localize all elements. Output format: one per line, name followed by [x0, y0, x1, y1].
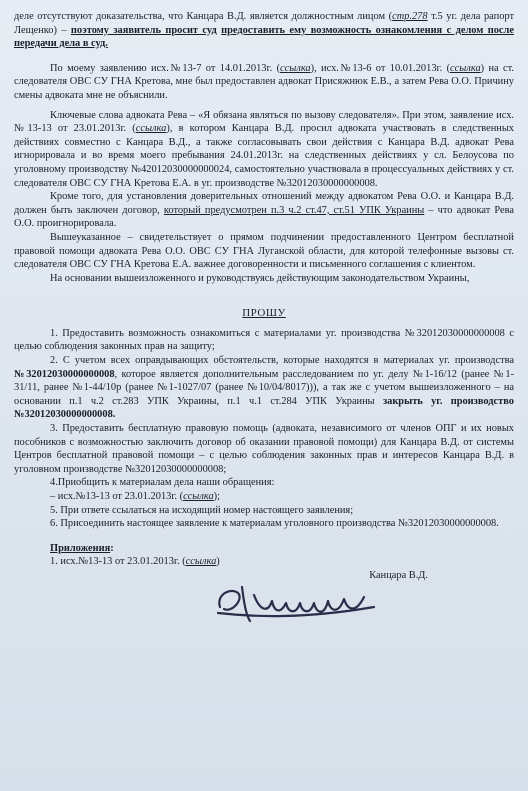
reference-link[interactable]: ссылка	[183, 491, 214, 502]
attachment-item: 1. исх.№13-13 от 23.01.2013г. (ссылка)	[50, 556, 220, 568]
intro-bold-request-2: предоставить ему возможность ознакомления с делом после передачи дела в суд.	[14, 24, 514, 50]
signature-mark-icon	[214, 577, 384, 629]
signer-name: Канцара В.Д.	[369, 569, 428, 581]
request-item-4-entry: – исх.№13-13 от 23.01.2013г. (ссылка);	[50, 491, 221, 502]
contract-law-reference: который предусмотрен п.3 ч.2 ст.47, ст.51 УПК Украины	[163, 204, 425, 216]
paragraph-conclusion: Вышеуказанное – свидетельствует о прямом подчинении предоставленного Центром бесплатной правовой помощи адвоката Рева О.О. ОВС СУ ГНА Луганской области, для которой телефонные вызовы ст. следователя ОВС СУ ГНА Кретова Е.А. важнее договоренности и письменного соглашения с клиентом.	[14, 231, 514, 271]
reference-link[interactable]: ссылка	[450, 62, 481, 74]
paragraph-lawyer-assignment: По моему заявлению исх.№13-7 от 14.01.2013г. (ссылка), исх.№13-6 от 10.01.2013г. (ссылка) на ст. следователя ОВС СУ ГНА Кретова, мне был предоставлен адвокат Присяжнюк Е.В., а затем Рева О.О. Причину смены адвоката мне не объяснили.	[14, 62, 514, 101]
request-heading: ПРОШУ	[242, 307, 286, 320]
request-item-3: 3. Предоставить бесплатную правовую помощь (адвоката, независимого от членов ОПГ и их новых пособников с возможностью заключить договор об оказании правовой помощи) для Канцара В.Д. от системы Центров бесплатной правовой помощи – с целью соблюдения законных прав и интересов Канцара В.Д. в уголовном производстве №32012030000000008;	[14, 423, 514, 475]
reference-link[interactable]: ссылка	[135, 123, 167, 135]
paragraph-basis: На основании вышеизложенного и руководствуясь действующим законодательством Украины,	[50, 272, 470, 284]
intro-line-1: деле отсутствуют доказательства, что Канцара В.Д. является должностным лицом	[14, 11, 386, 22]
intro-bold-request: поэтому заявитель просит суд	[70, 24, 217, 36]
paragraph-key-words: Ключевые слова адвоката Рева – «Я обязана являться по вызову следователя». При этом, заявление исх.№13-13 от 23.01.2013г. (ссылка), в котором Канцара В.Д. просил адвоката участвовать в следственных действиях совместно с Канцара В.Д., а также согласовывать свои действия с Канцара В.Д. адвокат Рева игнорировала и во время моего пребывания 24.01.2013г. на следственных действиях у сл. Белоусова по уголовному производству №42012030000000024, самостоятельно участвовала в процессуальных действиях у ст. следователя ОВС СУ ГНА Кретова Е.А. в уг. производстве №32012030000000008.	[14, 109, 514, 189]
page-ref-link[interactable]: стр.278	[392, 11, 428, 22]
attachments-heading: Приложения:	[50, 542, 114, 554]
close-case-request: закрыть уг. производство №32012030000000008.	[14, 395, 514, 421]
intro-paragraph: деле отсутствуют доказательства, что Канцара В.Д. является должностным лицом (стр.278 т.5 уг. дела рапорт Лещенко) – поэтому заявитель просит суд предоставить ему возможность ознакомления с делом после передачи дела в суд.	[14, 11, 514, 50]
request-item-4-label: 4.Приобщить к материалам дела наши обращения:	[50, 477, 275, 489]
request-item-5: 5. При ответе ссылаться на исходящий номер настоящего заявления;	[50, 504, 354, 516]
reference-link[interactable]: ссылка	[280, 62, 311, 74]
paragraph-contract: Кроме того, для установления доверительных отношений между адвокатом Рева О.О. и Канцара В.Д. должен быть заключен договор, который предусмотрен п.3 ч.2 ст.47, ст.51 УПК Украины – что адвокат Рева О.О. проигнорировала.	[14, 191, 514, 230]
reference-link[interactable]: ссылка	[185, 556, 217, 568]
signature-block	[14, 569, 514, 631]
request-item-2: 2. С учетом всех оправдывающих обстоятельств, которые находятся в материалах уг. производства №32012030000000008, которое является дополнительным расследованием по уг. делу №1-16/12 (ранее №1-31/11, ранее №1-44/10р (ранее №1-1027/07 (ранее №10/04/8017))), а так же с учетом вышеизложенного – на основании п.1 ч.2 ст.283 УПК Украины, п.1 ч.1 ст.284 УПК Украины закрыть уг. производство №32012030000000008.	[14, 355, 514, 421]
request-item-1: 1. Предоставить возможность ознакомиться с материалами уг. производства №32012030000000008 с целью соблюдения законных прав на защиту;	[14, 327, 514, 353]
request-item-6: 6. Присоединить настоящее заявление к материалам уголовного производства №32012030000000008.	[50, 518, 499, 530]
